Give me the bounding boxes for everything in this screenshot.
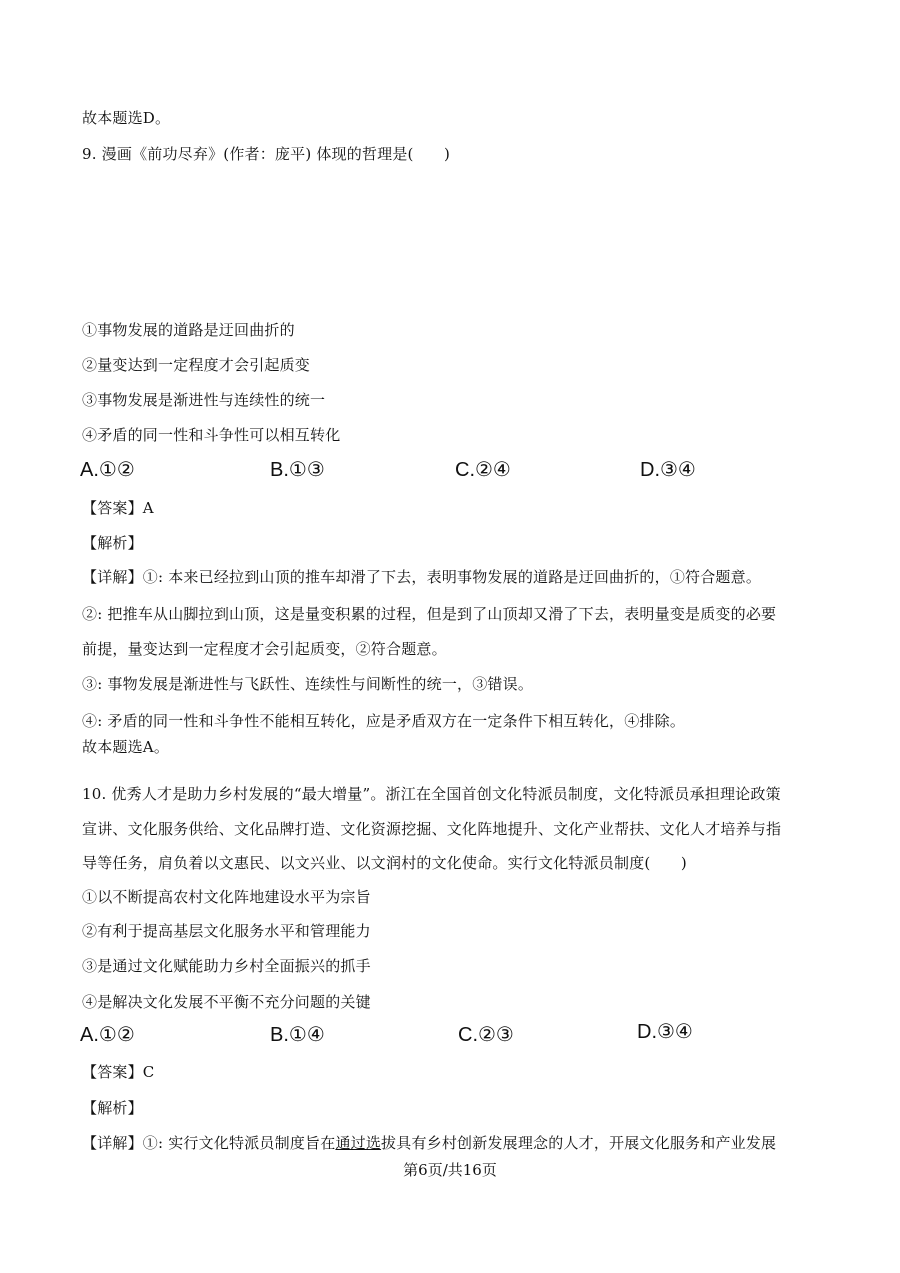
q9-detail-2a: ②: 把推车从山脚拉到山顶，这是量变积累的过程，但是到了山顶却又滑了下去，表明量变是质变的必要 [82, 605, 777, 623]
q9-detail-2b: 前提，量变达到一定程度才会引起质变，②符合题意。 [82, 640, 447, 658]
q9-option-b: B.①③ [270, 459, 325, 481]
q10-option-b: B.①④ [270, 1024, 325, 1046]
q10-detail-1-underlined: 通过选 [335, 1134, 382, 1152]
q9-detail-1: 【详解】①: 本来已经拉到山顶的推车却滑了下去，表明事物发展的道路是迂回曲折的，①符合题意。 [82, 568, 762, 586]
cartoon-image-placeholder [82, 170, 818, 310]
q9-detail-3: ③: 事物发展是渐进性与飞跃性、连续性与间断性的统一，③错误。 [82, 675, 534, 693]
q9-option-a: A.①② [80, 459, 135, 481]
q10-analysis-heading: 【解析】 [82, 1099, 143, 1117]
q10-detail-1 [82, 1133, 776, 1153]
q9-statement-2: ②量变达到一定程度才会引起质变 [82, 356, 311, 374]
q10-statement-4: ④是解决文化发展不平衡不充分问题的关键 [82, 993, 371, 1011]
q9-statement-3: ③事物发展是渐进性与连续性的统一 [82, 391, 326, 409]
q9-option-c: C.②④ [455, 459, 511, 481]
q9-statement-4: ④矛盾的同一性和斗争性可以相互转化 [82, 426, 341, 444]
question-10-stem-line-2: 宣讲、文化服务供给、文化品牌打造、文化资源挖掘、文化阵地提升、文化产业帮扶、文化人才培养与指 [82, 820, 782, 838]
page-footer: 第6页/共16页 [403, 1161, 497, 1179]
q10-statement-2: ②有利于提高基层文化服务水平和管理能力 [82, 922, 371, 940]
q10-option-a: A.①② [80, 1024, 135, 1046]
question-10-stem-line-1: 10. 优秀人才是助力乡村发展的“最大增量”。浙江在全国首创文化特派员制度，文化特派员承担理论政策 [82, 785, 781, 803]
prev-answer-conclusion: 故本题选D。 [82, 109, 171, 127]
question-10-stem-line-3: 导等任务，肩负着以文惠民、以文兴业、以文润村的文化使命。实行文化特派员制度( ) [82, 854, 687, 872]
q9-conclusion: 故本题选A。 [82, 738, 170, 756]
q10-statement-1: ①以不断提高农村文化阵地建设水平为宗旨 [82, 888, 371, 906]
q9-detail-4: ④: 矛盾的同一性和斗争性不能相互转化，应是矛盾双方在一定条件下相互转化，④排除。 [82, 712, 686, 730]
q10-detail-1-pre: 【详解】①: 实行文化特派员制度旨在 [82, 1134, 336, 1152]
q10-option-c: C.②③ [458, 1024, 514, 1046]
q9-analysis-heading: 【解析】 [82, 534, 143, 552]
q9-option-d: D.③④ [640, 459, 696, 481]
q9-statement-1: ①事物发展的道路是迂回曲折的 [82, 321, 295, 339]
q10-option-d: D.③④ [637, 1021, 693, 1043]
q10-answer: 【答案】C [82, 1063, 155, 1081]
question-9-stem: 9. 漫画《前功尽弃》(作者：庞平) 体现的哲理是( ) [82, 145, 451, 163]
q10-statement-3: ③是通过文化赋能助力乡村全面振兴的抓手 [82, 957, 371, 975]
q10-detail-1-post: 拔具有乡村创新发展理念的人才，开展文化服务和产业发展 [381, 1134, 777, 1152]
q9-answer: 【答案】A [82, 499, 154, 517]
